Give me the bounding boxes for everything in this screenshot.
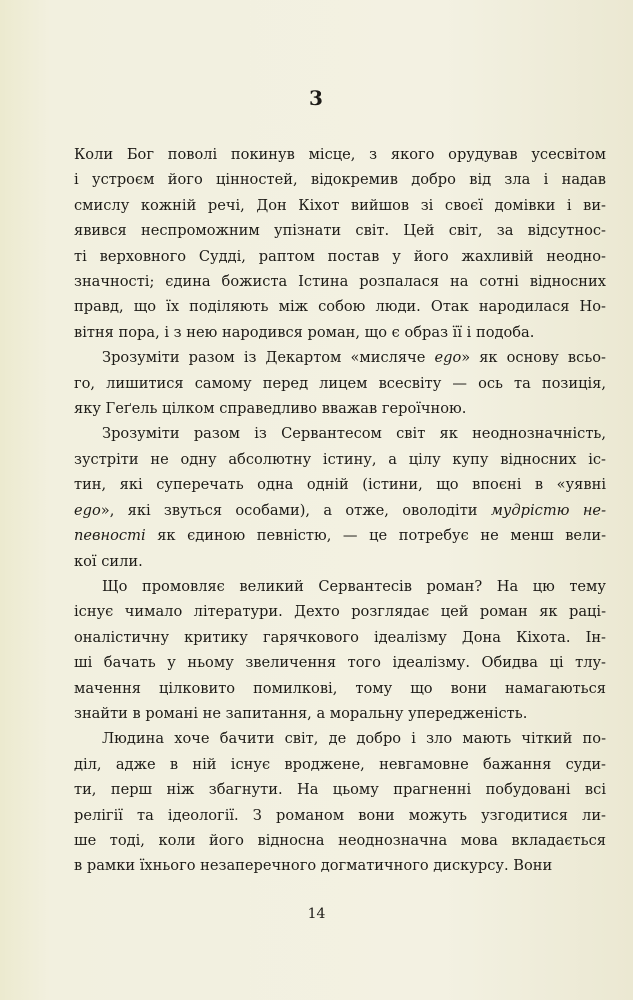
text-line: значності; єдина божиста Істина розпалася на сотні відносних (74, 273, 606, 291)
text-line: і устроєм його цінностей, відокремив добро від зла і надав (74, 171, 606, 189)
text-line: Зрозуміти разом із Декартом «мисляче ego» як основу всьо- (102, 349, 606, 367)
paragraph (74, 421, 606, 573)
text-line: релігії та ідеології. З романом вони можуть узгодитися ли- (74, 806, 606, 824)
text-line: ші бачать у ньому звеличення того ідеалізму. Обидва ці тлу- (74, 654, 606, 672)
text-line: кої сили. (74, 552, 143, 570)
paragraph (74, 142, 606, 345)
text-line: оналістичну критику гарячкового ідеалізму Дона Кіхота. Ін- (74, 628, 606, 646)
paragraph (74, 574, 606, 726)
page-number: 14 (307, 906, 326, 922)
text-line: Коли Бог поволі покинув місце, з якого орудував усесвітом (74, 146, 606, 163)
text-line: ти, перш ніж збагнути. На цьому прагненні побудовані всі (74, 781, 606, 799)
text-line: діл, адже в ній існує вроджене, невгамовне бажання суди- (74, 755, 606, 773)
text-line: існує чимало літератури. Дехто розглядає цей роман як раці- (74, 603, 606, 621)
text-line: ше тоді, коли його відносна неоднозначна мова вкладається (74, 831, 606, 849)
text-line: смислу кожній речі, Дон Кіхот вийшов зі своєї домівки і ви- (74, 196, 606, 214)
text-line: Зрозуміти разом із Сервантесом світ як неоднозначність, (102, 425, 606, 443)
text-line: яку Геґель цілком справедливо вважав героїчною. (74, 400, 467, 418)
text-line: тин, які суперечать одна одній (істини, що впоєні в «уявні (74, 476, 606, 494)
paragraph (74, 345, 606, 421)
text-line: ті верховного Судді, раптом постав у його жахливій неодно- (74, 247, 606, 265)
text-line: вітня пора, і з нею народився роман, що є образ її і подоба. (74, 323, 535, 341)
text-line: знайти в романі не запитання, а моральну упередженість. (74, 704, 528, 722)
text-line: Що промовляє великий Сервантесів роман? На цю тему (102, 577, 606, 595)
text-line: мачення цілковито помилкові, тому що вони намагаються (74, 679, 606, 697)
paragraph (74, 726, 606, 878)
text-line: явився неспроможним упізнати світ. Цей світ, за відсутнос- (74, 222, 606, 240)
chapter-number: 3 (309, 86, 324, 110)
text-line: го, лишитися самому перед лицем всесвіту — ось та позиція, (74, 374, 606, 392)
text-line: зустріти не одну абсолютну істину, а цілу купу відносних іс- (74, 450, 606, 468)
text-line: певності як єдиною певністю, — це потребує не менш вели- (74, 527, 606, 545)
text-line: Людина хоче бачити світ, де добро і зло мають чіткий по- (102, 730, 606, 748)
text-line: в рамки їхнього незаперечного догматичного дискурсу. Вони (74, 857, 553, 875)
text-line: правд, що їх поділяють між собою люди. Отак народилася Но- (74, 298, 606, 316)
body-text (74, 142, 606, 879)
text-line: ego», які звуться особами), а отже, оволодіти мудрістю не- (74, 501, 606, 519)
